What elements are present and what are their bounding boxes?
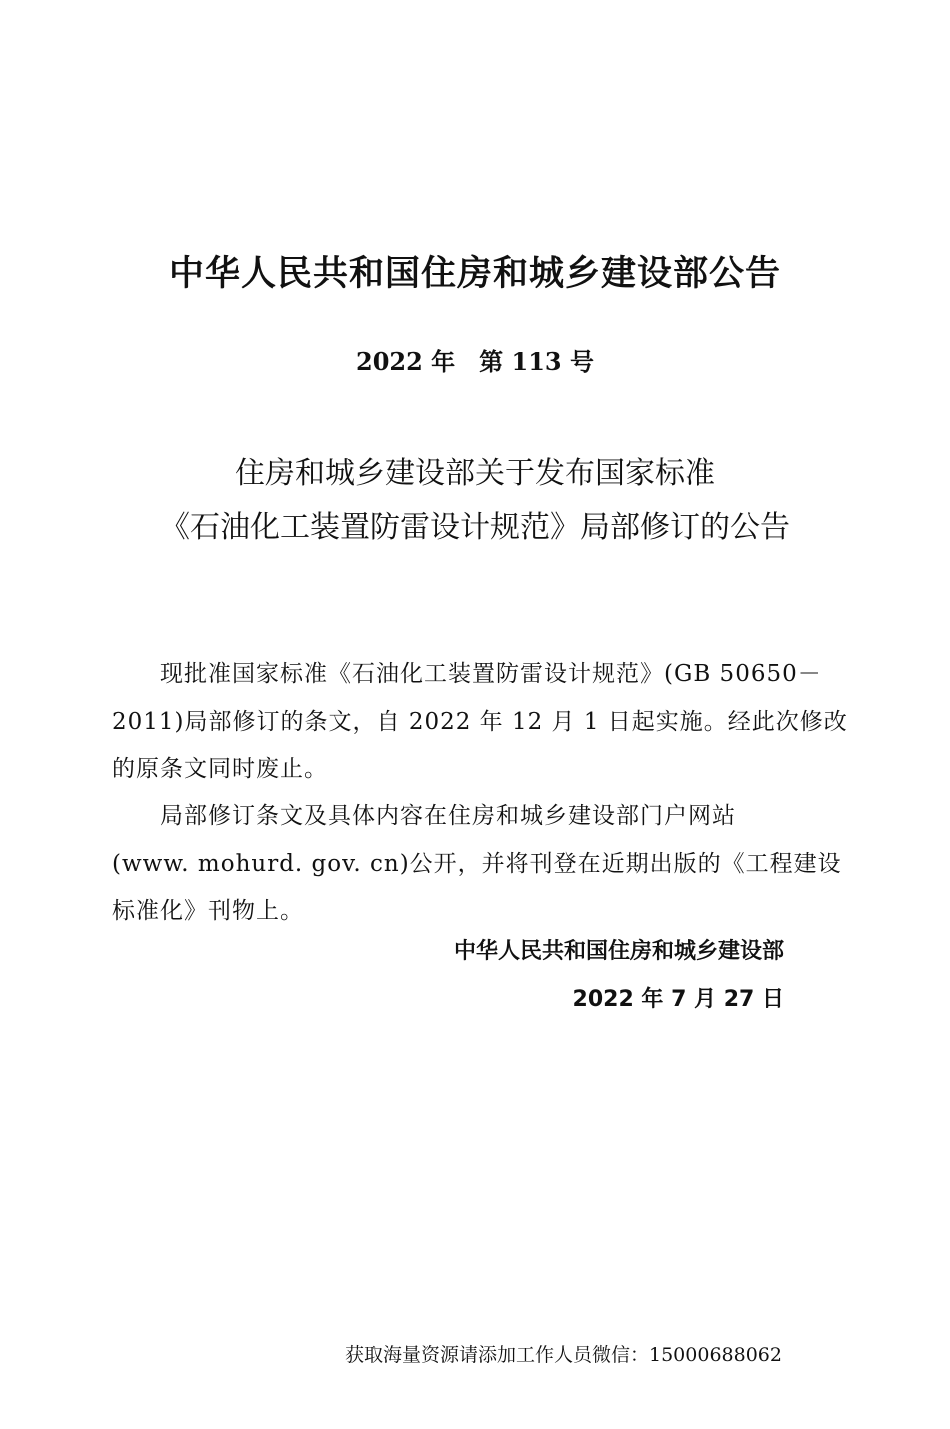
body-paragraph-1-line-2: 2011)局部修订的条文，自 2022 年 12 月 1 日起实施。经此次修改 [112,709,848,735]
footer-note: 获取海量资源请添加工作人员微信：15000688062 [345,1344,782,1366]
body-paragraph-1-line-1: 现批准国家标准《石油化工装置防雷设计规范》(GB 50650－ [160,661,822,687]
page-title: 中华人民共和国住房和城乡建设部公告 [168,254,781,294]
subtitle-line-1: 住房和城乡建设部关于发布国家标准 [235,456,715,491]
subtitle-line-2: 《石油化工装置防雷设计规范》局部修订的公告 [160,510,790,545]
signature-issuer: 中华人民共和国住房和城乡建设部 [453,939,784,964]
signature-date: 2022 年 7 月 27 日 [572,987,784,1012]
body-paragraph-2-line-3: 标准化》刊物上。 [112,898,304,924]
body-paragraph-2-line-2: (www. mohurd. gov. cn)公开，并将刊登在近期出版的《工程建设 [112,851,842,877]
body-paragraph-2-line-1: 局部修订条文及具体内容在住房和城乡建设部门户网站 [160,803,736,829]
body-paragraph-1-line-3: 的原条文同时废止。 [112,756,328,782]
announcement-number: 2022 年 第 113 号 [356,347,594,376]
